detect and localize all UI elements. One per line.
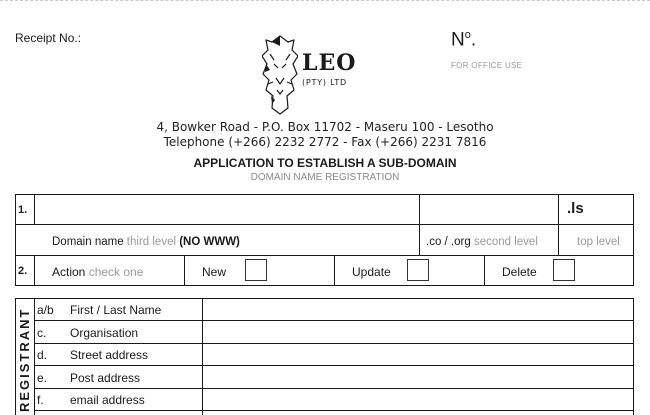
- table-border-right: [633, 194, 634, 286]
- section2-bottom-border: [15, 285, 634, 286]
- registrant-row-divider-5: [34, 410, 634, 411]
- action-update-divider: [334, 255, 335, 286]
- top-level-domain-value: .ls: [567, 200, 584, 217]
- lion-logo-icon: [262, 34, 298, 116]
- domain-name-hint: third level: [126, 236, 177, 248]
- domain-name-caption: [52, 236, 240, 248]
- second-level-label: .co / .org: [426, 236, 471, 248]
- action-hint: check one: [88, 265, 144, 279]
- company-logo-name: LEO: [302, 50, 357, 76]
- top-level-divider: [558, 194, 559, 256]
- name-input[interactable]: [203, 299, 633, 320]
- registrant-row-code: c.: [37, 326, 47, 340]
- registrant-border-right: [633, 298, 634, 415]
- street-address-input[interactable]: [203, 344, 633, 365]
- action-new-checkbox[interactable]: [245, 259, 267, 281]
- section2-number-divider: [34, 255, 35, 286]
- organisation-input[interactable]: [203, 321, 633, 343]
- domain-name-note: (NO WWW): [179, 236, 240, 248]
- second-level-caption: [426, 236, 538, 248]
- registrant-side-label: [15, 300, 33, 415]
- address-line-1: 4, Bowker Road - P.O. Box 11702 - Maseru 100 - Lesotho: [156, 120, 494, 134]
- number-dot: .: [470, 29, 477, 51]
- page-top-border: [0, 0, 650, 1]
- number-letter: N: [451, 29, 465, 51]
- second-level-hint: second level: [473, 236, 538, 248]
- table-border-left: [15, 194, 16, 286]
- registrant-row-label: Post address: [70, 371, 141, 385]
- action-update-label: Update: [352, 265, 391, 279]
- registrant-row-label: Organisation: [70, 326, 139, 340]
- registrant-side-divider: [34, 298, 35, 415]
- registrant-side-text: REGISTRANT: [17, 307, 32, 412]
- section1-divider: [15, 224, 634, 225]
- action-delete-label: Delete: [502, 265, 537, 279]
- action-label: Action: [52, 265, 86, 279]
- office-use-label: FOR OFFICE USE: [451, 61, 523, 70]
- top-level-hint: top level: [577, 236, 620, 248]
- action-delete-checkbox[interactable]: [553, 259, 575, 281]
- action-update-checkbox[interactable]: [407, 259, 429, 281]
- form-subtitle: DOMAIN NAME REGISTRATION: [250, 172, 400, 183]
- registrant-row-code: a/b: [37, 303, 54, 317]
- action-delete-divider: [484, 255, 485, 286]
- post-address-input[interactable]: [203, 366, 633, 388]
- registrant-row-code: e.: [37, 371, 48, 385]
- email-address-input[interactable]: [203, 389, 633, 410]
- address-line-2: Telephone (+266) 2232 2772 - Fax (+266) 2231 7816: [163, 135, 487, 149]
- registrant-row-label: First / Last Name: [70, 303, 162, 317]
- registrant-row-label: email address: [70, 393, 145, 407]
- registrant-row-code: f.: [37, 393, 44, 407]
- number-superscript: o: [464, 29, 471, 41]
- action-new-divider: [184, 255, 185, 286]
- section1-number: 1.: [18, 204, 28, 216]
- registrant-row-code: d.: [37, 348, 48, 362]
- section1-bottom-border: [15, 255, 634, 256]
- receipt-number-label: Receipt No.:: [15, 31, 82, 45]
- company-logo-suffix: (PTY) LTD: [302, 78, 347, 87]
- registrant-row-label: Street address: [70, 348, 149, 362]
- form-title: APPLICATION TO ESTABLISH A SUB-DOMAIN: [193, 156, 457, 170]
- action-new-label: New: [202, 265, 227, 279]
- second-level-domain-input[interactable]: [420, 195, 557, 224]
- action-caption: [52, 265, 143, 279]
- third-level-domain-input[interactable]: [35, 195, 418, 224]
- section2-number: 2.: [18, 265, 28, 277]
- form-number-label: [451, 29, 476, 51]
- domain-name-label: Domain name: [52, 236, 124, 248]
